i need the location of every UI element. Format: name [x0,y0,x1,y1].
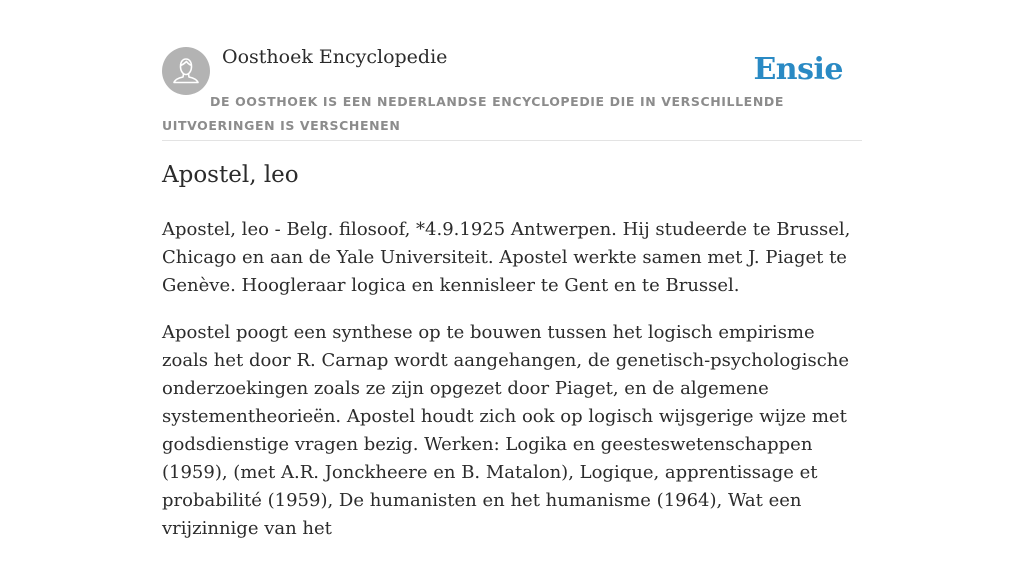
page [162,0,862,539]
source-header [162,0,862,141]
user-silhouette-icon [162,47,210,95]
article-title: Apostel, leo [162,162,299,188]
ensie-logo-link[interactable]: Ensie [753,52,843,87]
source-description: DE OOSTHOEK IS EEN NEDERLANDSE ENCYCLOPEDIE DIE IN VERSCHILLENDE UITVOERINGEN IS VERSCHENEN [162,94,784,133]
article-paragraph-1: Apostel, leo - Belg. filosoof, *4.9.1925 Antwerpen. Hij studeerde te Brussel, Chicago en aan de Yale Universiteit. Apostel werkte samen met J. Piaget te Genève. Hoogleraar logica en kennisleer te Gent en te Brussel. [162,219,851,296]
source-avatar[interactable] [162,47,210,95]
article-paragraph-2: Apostel poogt een synthese op te bouwen tussen het logisch empirisme zoals het door R. Carnap wordt aangehangen, de genetisch-psychologische onderzoekingen zoals ze zijn opgezet door Piaget, en de algemene systementheorieën. Apostel houdt zich ook op logisch wijsgerige wijze met godsdienstige vragen bezig. Werken: Logika en geesteswetenschappen (1959), (met A.R. Jonckheere en B. Matalon), Logique, apprentissage et probabilité (1959), De humanisten en het humanisme (1964), Wat een vrijzinnige van het [162,322,850,539]
article-body [162,216,862,562]
source-title-link[interactable]: Oosthoek Encyclopedie [222,46,448,68]
